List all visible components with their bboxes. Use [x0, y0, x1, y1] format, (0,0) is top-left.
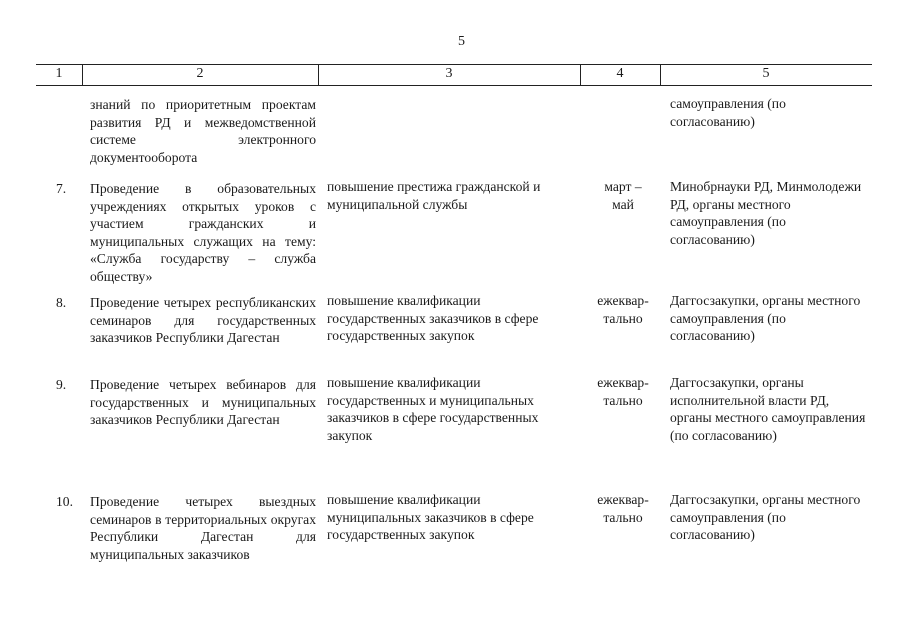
- header-rule-bottom: [36, 85, 872, 86]
- column-header-1: 1: [55, 66, 63, 81]
- header-rule-top: [36, 64, 872, 65]
- term-line: март –: [604, 179, 642, 194]
- event-description: знаний по приоритетным проектам развития РД и межведомственной системе электронного документооборота: [90, 97, 316, 165]
- column-header-5: 5: [762, 66, 770, 81]
- term-line: ежеквар-: [597, 492, 649, 507]
- column-header-2: 2: [196, 66, 204, 81]
- event-goal: повышение престижа гражданской и муниципальной службы: [327, 179, 541, 212]
- row-number: 8.: [56, 295, 67, 310]
- term-line: май: [612, 196, 634, 212]
- executor: самоуправления (по согласованию): [670, 96, 786, 129]
- event-description: Проведение четырех республиканских семинаров для государственных заказчиков Республики Дагестан: [90, 295, 316, 346]
- event-description: Проведение четырех вебинаров для государственных и муниципальных заказчиков Республики Дагестан: [90, 377, 316, 428]
- event-term: [584, 374, 662, 409]
- event-term: [584, 491, 662, 526]
- row-number: 10.: [56, 494, 73, 509]
- event-goal: повышение квалификации муниципальных заказчиков в сфере государственных закупок: [327, 492, 534, 543]
- executor: Даггосзакупки, органы исполнительной власти РД, органы местного самоуправления (по согласованию): [670, 375, 866, 443]
- term-line: тально: [603, 310, 643, 326]
- event-description: Проведение в образовательных учреждениях открытых уроков с участием гражданских и муниципальных служащих на тему: «Служба государству – служба обществу»: [90, 181, 316, 284]
- event-goal: повышение квалификации государственных и муниципальных заказчиков в сфере государственных закупок: [327, 375, 539, 443]
- term-line: ежеквар-: [597, 375, 649, 390]
- column-header-4: 4: [616, 66, 624, 81]
- column-header-3: 3: [445, 66, 453, 81]
- executor: Даггосзакупки, органы местного самоуправления (по согласованию): [670, 492, 861, 543]
- executor: Даггосзакупки, органы местного самоуправления (по согласованию): [670, 293, 861, 344]
- event-term: [584, 178, 662, 213]
- executor: Минобрнауки РД, Минмолодежи РД, органы местного самоуправления (по согласованию): [670, 179, 862, 247]
- row-number: 9.: [56, 377, 67, 392]
- term-line: тально: [603, 392, 643, 408]
- row-number: 7.: [56, 181, 67, 196]
- term-line: ежеквар-: [597, 293, 649, 308]
- page-number: 5: [458, 34, 465, 49]
- event-goal: повышение квалификации государственных заказчиков в сфере государственных закупок: [327, 293, 539, 344]
- event-term: [584, 292, 662, 327]
- term-line: тально: [603, 509, 643, 525]
- event-description: Проведение четырех выездных семинаров в территориальных округах Республики Дагестан для муниципальных заказчиков: [90, 494, 316, 562]
